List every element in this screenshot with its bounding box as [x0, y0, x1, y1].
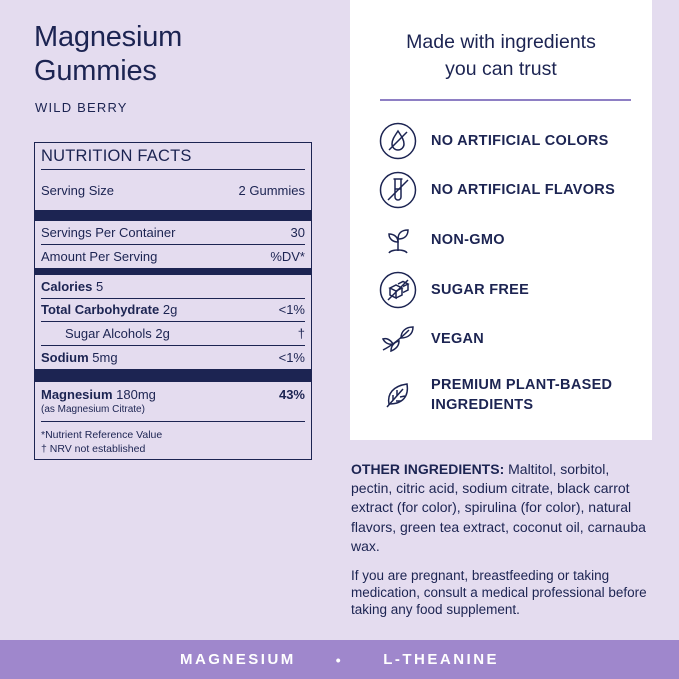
band-left-label: MAGNESIUM	[179, 651, 296, 668]
feature-no-artificial-flavors	[378, 170, 615, 210]
feature-label-line2: INGREDIENTS	[431, 397, 534, 413]
carb-row	[41, 299, 305, 323]
feature-label	[431, 375, 612, 415]
thick-divider	[35, 268, 311, 275]
amount-label: Amount Per Serving	[41, 248, 158, 264]
other-ingredients	[351, 460, 651, 556]
band-right-label: L-THEANINE	[383, 651, 500, 668]
leaf-icon	[378, 375, 418, 415]
magnesium-dv: 43%	[278, 387, 305, 402]
sodium-dv: <1%	[278, 349, 305, 365]
warning-text: If you are pregnant, breastfeeding or taking medication, consult a medical professional before taking any food supplement.	[351, 568, 647, 617]
no-color-drop-icon	[378, 121, 418, 161]
serving-size-label: Serving Size	[41, 182, 114, 198]
calories-value: 5	[95, 278, 104, 294]
trust-heading-line2: you can trust	[445, 58, 557, 80]
serving-size-row	[41, 170, 305, 210]
product-title-line1: Magnesium	[34, 21, 183, 53]
feature-no-artificial-colors	[378, 121, 609, 161]
carb-label: Total Carbohydrate	[41, 302, 160, 318]
footnote-not-established: † NRV not established	[41, 443, 146, 455]
serving-size-value: 2 Gummies	[238, 182, 305, 198]
calories-label: Calories	[41, 278, 93, 294]
sugar-alcohols-label: Sugar Alcohols	[65, 325, 152, 341]
carb-amount: 2g	[162, 302, 178, 318]
flavor-label: WILD BERRY	[35, 100, 128, 115]
no-test-tube-icon	[378, 170, 418, 210]
feature-label-line1: PREMIUM PLANT-BASED	[431, 377, 613, 393]
servings-row	[41, 221, 305, 245]
feature-label: SUGAR FREE	[431, 282, 530, 298]
feature-label: NO ARTIFICIAL FLAVORS	[431, 182, 616, 198]
magnesium-source: (as Magnesium Citrate)	[41, 404, 145, 415]
trust-heading	[350, 29, 652, 83]
sprout-icon	[378, 220, 418, 260]
nutrition-footnotes	[41, 422, 305, 456]
sodium-label: Sodium	[41, 349, 89, 365]
feature-non-gmo	[378, 220, 505, 260]
thick-divider	[35, 210, 311, 221]
sodium-row	[41, 346, 305, 370]
other-ingredients-label: OTHER INGREDIENTS:	[351, 461, 505, 477]
footnote-nrv: *Nutrient Reference Value	[41, 429, 163, 441]
feature-sugar-free	[378, 270, 529, 310]
feature-label: NON-GMO	[431, 232, 505, 248]
nutrition-facts-title: NUTRITION FACTS	[41, 143, 305, 170]
band-separator: •	[335, 651, 344, 668]
magnesium-amount: 180mg	[116, 387, 156, 402]
sugar-alcohols-row	[41, 322, 305, 346]
calories-row	[41, 275, 305, 299]
sugar-alcohols-amount: 2g	[155, 325, 170, 341]
carb-dv: <1%	[278, 302, 305, 318]
trust-card	[350, 0, 652, 440]
sodium-amount: 5mg	[92, 349, 118, 365]
trust-heading-line1: Made with ingredients	[406, 31, 596, 53]
feature-label: VEGAN	[431, 331, 485, 347]
nutrition-facts-panel	[34, 142, 312, 460]
magnesium-label: Magnesium	[41, 387, 113, 402]
amount-row	[41, 245, 305, 269]
product-title-line2: Gummies	[34, 55, 157, 87]
leaf-branch-icon	[378, 319, 418, 359]
sugar-alcohols-dv: †	[297, 325, 305, 341]
dv-label: %DV*	[270, 248, 305, 264]
heading-divider	[380, 99, 631, 101]
thick-divider	[35, 369, 311, 382]
product-title	[34, 20, 182, 88]
servings-value: 30	[290, 224, 305, 240]
other-ingredients-text: Maltitol, sorbitol, pectin, citric acid, sodium citrate, black carrot extract (for color), spirulina (for color), natural flavors, green tea extract, coconut oil, carnauba wax.	[351, 461, 646, 554]
feature-label: NO ARTIFICIAL COLORS	[431, 133, 609, 149]
magnesium-row	[41, 382, 305, 422]
feature-premium-plant-based	[378, 375, 612, 415]
no-sugar-cube-icon	[378, 270, 418, 310]
bottom-band	[0, 640, 679, 679]
feature-vegan	[378, 319, 484, 359]
servings-label: Servings Per Container	[41, 224, 176, 240]
